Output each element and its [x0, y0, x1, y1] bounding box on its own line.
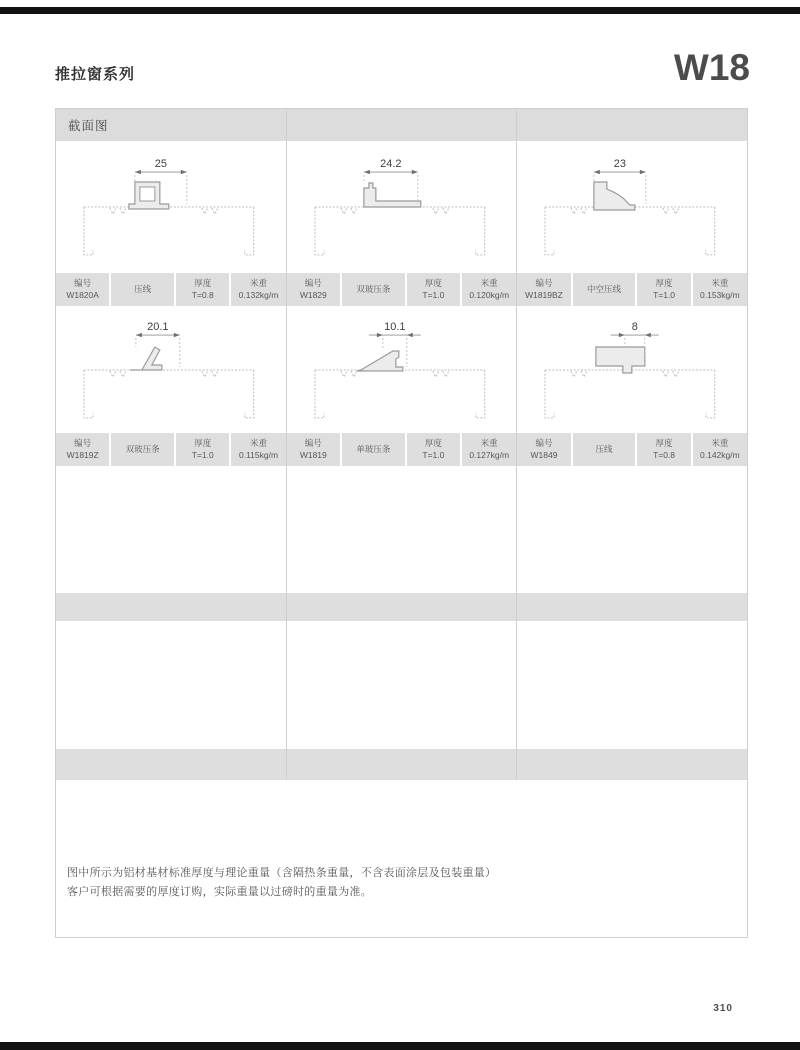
spec-label: 厚度: [424, 278, 442, 289]
dimension-label: 20.1: [147, 320, 169, 333]
spec-cell-thickness: [637, 273, 690, 306]
spec-group-w1819z: [56, 433, 287, 466]
spec-group-w1829: [287, 273, 518, 306]
spec-cell-code: [287, 273, 340, 306]
empty-drawing-cell: [56, 621, 287, 749]
spec-value: 压线: [595, 443, 613, 454]
drawing-row-4-empty: [56, 621, 747, 749]
spec-value: 中空压线: [587, 283, 622, 294]
spec-cell-code: [56, 273, 109, 306]
empty-drawing-cell: [517, 621, 747, 749]
spec-value: W1849: [530, 449, 558, 460]
empty-spec-cell: [517, 749, 747, 780]
spec-label: 编号: [304, 438, 322, 449]
profile-section-svg: [56, 142, 286, 272]
profile-section-svg: [287, 305, 517, 435]
empty-drawing-cell: [287, 466, 518, 593]
profile-drawing-w1820a: [56, 141, 287, 273]
table-header-cell: [56, 109, 287, 141]
profile-drawing-w1849: [517, 306, 747, 433]
top-black-bar: [0, 7, 800, 14]
table-header-cell: [287, 109, 518, 141]
spec-group-w1819bz: [517, 273, 747, 306]
table-header-cell: [517, 109, 747, 141]
spec-value: 双玻压条: [356, 283, 391, 294]
spec-label: 编号: [535, 438, 553, 449]
spec-value: 0.115kg/m: [238, 449, 279, 460]
table-header-row: [56, 109, 747, 141]
spec-cell-weight: [231, 433, 285, 466]
spec-label: 厚度: [194, 278, 212, 289]
spec-label: 米重: [480, 278, 498, 289]
dimension-label: 25: [154, 158, 167, 171]
spec-cell-thickness: [176, 433, 229, 466]
drawing-row-1: [56, 141, 747, 273]
profile-table: [55, 108, 748, 938]
dimension-label: 23: [614, 158, 627, 171]
spec-value: T=1.0: [653, 289, 676, 300]
spec-value: 单玻压条: [356, 443, 391, 454]
footnote-line-1: 图中所示为铝材基材标准厚度与理论重量（含隔热条重量，不含表面涂层及包装重量）: [67, 867, 497, 879]
spec-label: 米重: [711, 278, 729, 289]
spec-group-w1819: [287, 433, 518, 466]
spec-label: 编号: [304, 278, 322, 289]
spec-value: T=1.0: [422, 289, 445, 300]
profile-section-svg: [517, 305, 747, 435]
spec-band-4-empty: [56, 749, 747, 780]
spec-row-2: [56, 433, 747, 466]
spec-label: 编号: [74, 278, 92, 289]
spec-cell-weight: [462, 433, 516, 466]
empty-spec-cell: [56, 749, 287, 780]
spec-value: W1819: [299, 449, 327, 460]
empty-drawing-cell: [56, 466, 287, 593]
footnote-area: [56, 780, 747, 937]
empty-drawing-cell: [287, 621, 518, 749]
spec-label: 厚度: [424, 438, 442, 449]
spec-value: 0.153kg/m: [700, 289, 740, 300]
dimension-label: 8: [632, 320, 639, 333]
spec-value: T=1.0: [191, 449, 214, 460]
spec-value: W1820A: [66, 289, 99, 300]
spec-value: T=1.0: [422, 449, 445, 460]
spec-value: T=0.8: [191, 289, 214, 300]
spec-cell-type: [573, 433, 636, 466]
spec-cell-code: [517, 273, 570, 306]
spec-label: 厚度: [655, 438, 673, 449]
profile-drawing-w1819z: [56, 306, 287, 433]
series-title: 推拉窗系列: [55, 66, 136, 83]
spec-cell-weight: [231, 273, 285, 306]
spec-value: 0.127kg/m: [469, 449, 510, 460]
spec-group-w1849: [517, 433, 747, 466]
spec-cell-type: [111, 433, 174, 466]
spec-cell-code: [517, 433, 570, 466]
profile-drawing-w1819bz: [517, 141, 747, 273]
spec-cell-type: [111, 273, 174, 306]
spec-label: 米重: [250, 278, 268, 289]
empty-drawing-cell: [517, 466, 747, 593]
profile-section-svg: [56, 305, 286, 435]
spec-cell-thickness: [407, 433, 460, 466]
spec-label: 米重: [480, 438, 498, 449]
spec-cell-type: [573, 273, 636, 306]
spec-cell-weight: [462, 273, 516, 306]
spec-value: 0.132kg/m: [238, 289, 279, 300]
profile-drawing-w1829: [287, 141, 518, 273]
empty-spec-cell: [56, 593, 287, 621]
spec-label: 米重: [250, 438, 268, 449]
spec-cell-weight: [693, 433, 747, 466]
spec-value: 压线: [134, 283, 152, 294]
model-code: W18: [673, 46, 750, 88]
spec-value: W1819Z: [66, 449, 99, 460]
spec-cell-thickness: [637, 433, 690, 466]
spec-value: 0.120kg/m: [469, 289, 510, 300]
spec-value: 双玻压条: [125, 443, 160, 454]
empty-spec-cell: [517, 593, 747, 621]
spec-label: 厚度: [194, 438, 212, 449]
drawing-row-2: [56, 306, 747, 433]
spec-cell-thickness: [176, 273, 229, 306]
page-number: 310: [713, 1003, 733, 1014]
spec-label: 编号: [535, 278, 553, 289]
footnote-line-2: 客户可根据需要的厚度订购，实际重量以过磅时的重量为准。: [67, 886, 373, 899]
spec-band-3-empty: [56, 593, 747, 621]
spec-cell-code: [287, 433, 340, 466]
drawing-row-3-empty: [56, 466, 747, 593]
profile-drawing-w1819: [287, 306, 518, 433]
spec-cell-thickness: [407, 273, 460, 306]
spec-cell-code: [56, 433, 109, 466]
spec-label: 编号: [74, 438, 92, 449]
page-header: [0, 7, 800, 108]
spec-value: W1819BZ: [525, 289, 563, 300]
empty-spec-cell: [287, 749, 518, 780]
spec-value: T=0.8: [653, 449, 676, 460]
spec-value: W1829: [299, 289, 327, 300]
spec-cell-type: [342, 433, 405, 466]
dimension-label: 10.1: [383, 320, 406, 333]
spec-value: 0.142kg/m: [700, 449, 740, 460]
bottom-black-bar: [0, 1042, 800, 1050]
spec-label: 米重: [711, 438, 729, 449]
spec-group-w1820a: [56, 273, 287, 306]
spec-cell-type: [342, 273, 405, 306]
spec-cell-weight: [693, 273, 747, 306]
profile-section-svg: [517, 142, 747, 272]
section-view-label: 截面图: [68, 119, 109, 133]
spec-label: 厚度: [655, 278, 673, 289]
empty-spec-cell: [287, 593, 518, 621]
profile-section-svg: [287, 142, 517, 272]
dimension-label: 24.2: [379, 158, 402, 171]
spec-row-1: [56, 273, 747, 306]
